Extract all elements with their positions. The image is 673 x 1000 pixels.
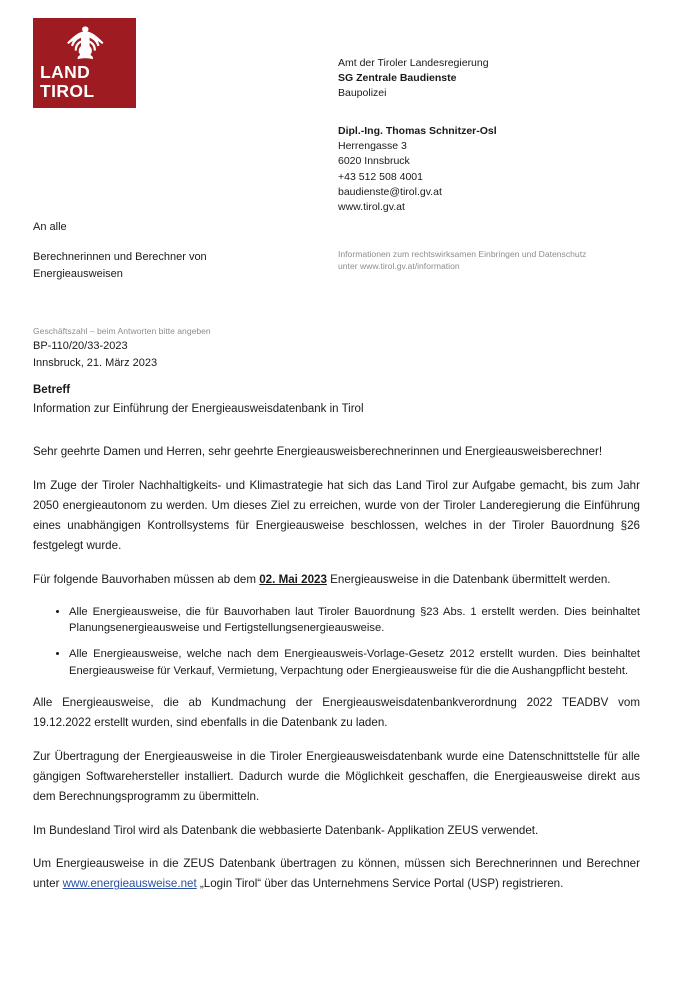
paragraph-5: Im Bundesland Tirol wird als Datenbank die webbasierte Datenbank- Applikation ZEUS verwendet.	[33, 823, 539, 837]
logo-line-2: TIROL	[40, 81, 95, 102]
sender-authority: Amt der Tiroler Landesregierung	[338, 57, 489, 69]
contact-phone: +43 512 508 4001	[338, 170, 423, 183]
list-item: • Alle Energieausweise, die für Bauvorhaben laut Tiroler Bauordnung §23 Abs. 1 erstellt werden. Dies beinhaltet Planungsenergieausweise und Fertigstellungsenergieausweise.	[69, 604, 640, 638]
paragraph-2-after: Energieausweise in die Datenbank übermittelt werden.	[326, 572, 611, 586]
paragraph-2-before: Für folgende Bauvorhaben müssen ab dem	[33, 572, 260, 586]
tirol-eagle-icon	[64, 24, 106, 64]
reference-block	[33, 325, 433, 372]
subject-text: Information zur Einführung der Energieausweisdatenbank in Tirol	[33, 403, 364, 416]
legal-note: Informationen zum rechtswirksamen Einbringen und Datenschutz unter www.tirol.gv.at/information	[338, 249, 587, 272]
paragraph-1: Im Zuge der Tiroler Nachhaltigkeits- und Klimastrategie hat sich das Land Tirol zur Aufgabe gemacht, bis zum Jahr 2050 energieautonom zu werden. Um dieses Ziel zu erreichen, wurde von der Tiroler Landeregierung die Einführung eines unabhängigen Kontrollsystems für Energieausweise beschlossen, welches in der Tiroler Bauordnung §26 festgelegt wurde.	[33, 478, 640, 552]
contact-name: Dipl.-Ing. Thomas Schnitzer-Osl	[338, 125, 497, 137]
paragraph-4: Zur Übertragung der Energieausweise in die Tiroler Energieausweisdatenbank wurde eine Datenschnittstelle für alle gängigen Softwarehersteller installiert. Dadurch wurde die Möglichkeit geschaffen, die Energieausweise direkt aus dem Berechnungsprogramm zu übermitteln.	[33, 749, 640, 803]
contact-block	[338, 124, 497, 215]
subject-block	[33, 382, 643, 419]
logo-wordmark	[40, 63, 95, 101]
logo-line-1: LAND	[40, 62, 91, 83]
letter-body	[33, 442, 640, 908]
recipient-line-1: An alle	[33, 221, 67, 233]
paragraph-6-after: „Login Tirol“ über das Unternehmens Service Portal (USP) registrieren.	[196, 877, 564, 891]
subject-label: Betreff	[33, 384, 71, 396]
salutation: Sehr geehrte Damen und Herren, sehr geehrte Energieausweisberechnerinnen und Energieausweisberechner!	[33, 445, 603, 458]
energieausweise-link[interactable]: www.energieausweise.net	[62, 877, 197, 891]
sender-block	[338, 56, 489, 101]
reference-label: Geschäftszahl – beim Antworten bitte angeben	[33, 326, 211, 336]
paragraph-6-before: Um Energieausweise in die ZEUS Datenbank übertragen zu können, müssen sich Berechnerinnen und Berechner unter	[33, 857, 640, 891]
recipient-block	[33, 219, 263, 283]
contact-street: Herrengasse 3	[338, 140, 407, 153]
requirements-list	[33, 604, 640, 680]
sender-subdepartment: Baupolizei	[338, 86, 387, 99]
contact-email: baudienste@tirol.gv.at	[338, 185, 442, 198]
deadline-date: 02. Mai 2023	[259, 572, 327, 586]
list-item: • Alle Energieausweise, welche nach dem Energieausweis-Vorlage-Gesetz 2012 erstellt wurden. Dies beinhaltet Energieausweise für Verkauf, Vermietung, Verpachtung oder Energieausweise für die die Aushangpflicht besteht.	[69, 646, 640, 680]
sender-department: SG Zentrale Baudienste	[338, 71, 457, 84]
land-tirol-logo	[33, 18, 136, 108]
reference-number: BP-110/20/33-2023	[33, 340, 128, 353]
contact-website: www.tirol.gv.at	[338, 201, 405, 214]
reference-place-date: Innsbruck, 21. März 2023	[33, 357, 158, 370]
contact-city: 6020 Innsbruck	[338, 155, 410, 168]
recipient-line-2: Berechnerinnen und Berechner von Energieausweisen	[33, 251, 207, 281]
paragraph-3: Alle Energieausweise, die ab Kundmachung der Energieausweisdatenbankverordnung 2022 TEADBV vom 19.12.2022 erstellt wurden, sind ebenfalls in die Datenbank zu laden.	[33, 695, 640, 729]
paragraph-2	[33, 570, 640, 590]
paragraph-6	[33, 854, 640, 894]
